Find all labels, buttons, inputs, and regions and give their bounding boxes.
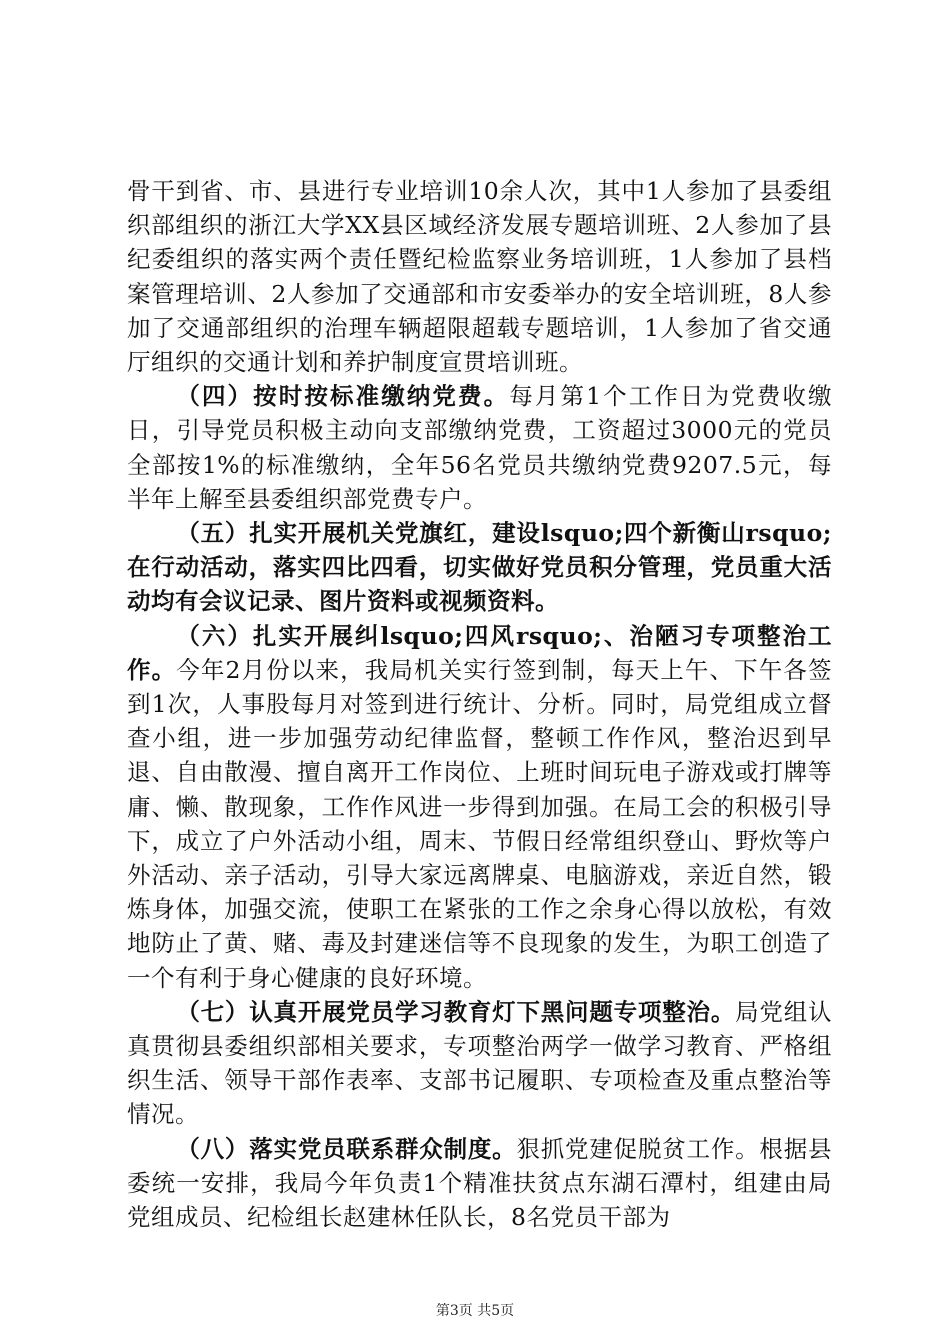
paragraph-text: 每月第1个工作日为党费收缴日，引导党员积极主动向支部缴纳党费，工资超过3000元的党员全部按1%的标准缴纳，全年56名党员共缴纳党费9207.5元，每半年上解至县委组织部党费专户。 xyxy=(127,382,832,513)
section-heading: （八）落实党员联系群众制度。 xyxy=(176,1134,517,1163)
paragraph-text: 狠抓党建促脱贫工作。根据县委统一安排，我局今年负责1个精准扶贫点东湖石潭村，组建由局党组成员、纪检组长赵建林任队长，8名党员干部为 xyxy=(127,1134,833,1232)
section-heading: （七）认真开展党员学习教育灯下黑问题专项整治。 xyxy=(176,997,736,1026)
paragraph-party-flag xyxy=(127,516,832,619)
section-heading: （五）扎实开展机关党旗红，建设lsquo;四个新衡山rsquo;在行动活动，落实四比四看，切实做好党员积分管理，党员重大活动均有会议记录、图片资料或视频资料。 xyxy=(127,519,832,616)
paragraph-text: 今年2月份以来，我局机关实行签到制，每天上午、下午各签到1次，人事股每月对签到进行统计、分析。同时，局党组成立督查小组，进一步加强劳动纪律监督，整顿工作作风，整治迟到早退、自由散漫、擅自离开工作岗位、上班时间玩电子游戏或打牌等庸、懒、散现象，工作作风进一步得到加强。在局工会的积极引导下，成立了户外活动小组，周末、节假日经常组织登山、野炊等户外活动、亲子活动，引导大家远离牌桌、电脑游戏，亲近自然，锻炼身体，加强交流，使职工在紧张的工作之余身心得以放松，有效地防止了黄、赌、毒及封建迷信等不良现象的发生，为职工创造了一个有利于身心健康的良好环境。 xyxy=(127,655,833,992)
paragraph-party-dues xyxy=(127,379,832,516)
paragraph-contact-masses xyxy=(127,1132,832,1235)
paragraph-text: 局党组认真贯彻县委组织部相关要求，专项整治两学一做学习教育、严格组织生活、领导干部作表率、支部书记履职、专项检查及重点整治等情况。 xyxy=(127,997,833,1129)
page-number: 第3页 共5页 xyxy=(435,1303,515,1319)
paragraph-training-continued xyxy=(127,174,832,379)
document-body xyxy=(127,174,832,1234)
page-footer xyxy=(0,1301,950,1321)
section-heading: （四）按时按标准缴纳党费。 xyxy=(176,382,510,411)
paragraph-four-winds xyxy=(127,619,832,995)
paragraph-education xyxy=(127,995,832,1132)
paragraph-text: 骨干到省、市、县进行专业培训10余人次，其中1人参加了县委组织部组织的浙江大学XX县区域经济发展专题培训班、2人参加了县纪委组织的落实两个责任暨纪检监察业务培训班，1人参加了县档案管理培训、2人参加了交通部和市安委举办的安全培训班，8人参加了交通部组织的治理车辆超限超载专题培训，1人参加了省交通厅组织的交通计划和养护制度宣贯培训班。 xyxy=(127,177,832,377)
section-heading: （六）扎实开展纠lsquo;四风rsquo;、治陋习专项整治工作。 xyxy=(127,621,832,684)
